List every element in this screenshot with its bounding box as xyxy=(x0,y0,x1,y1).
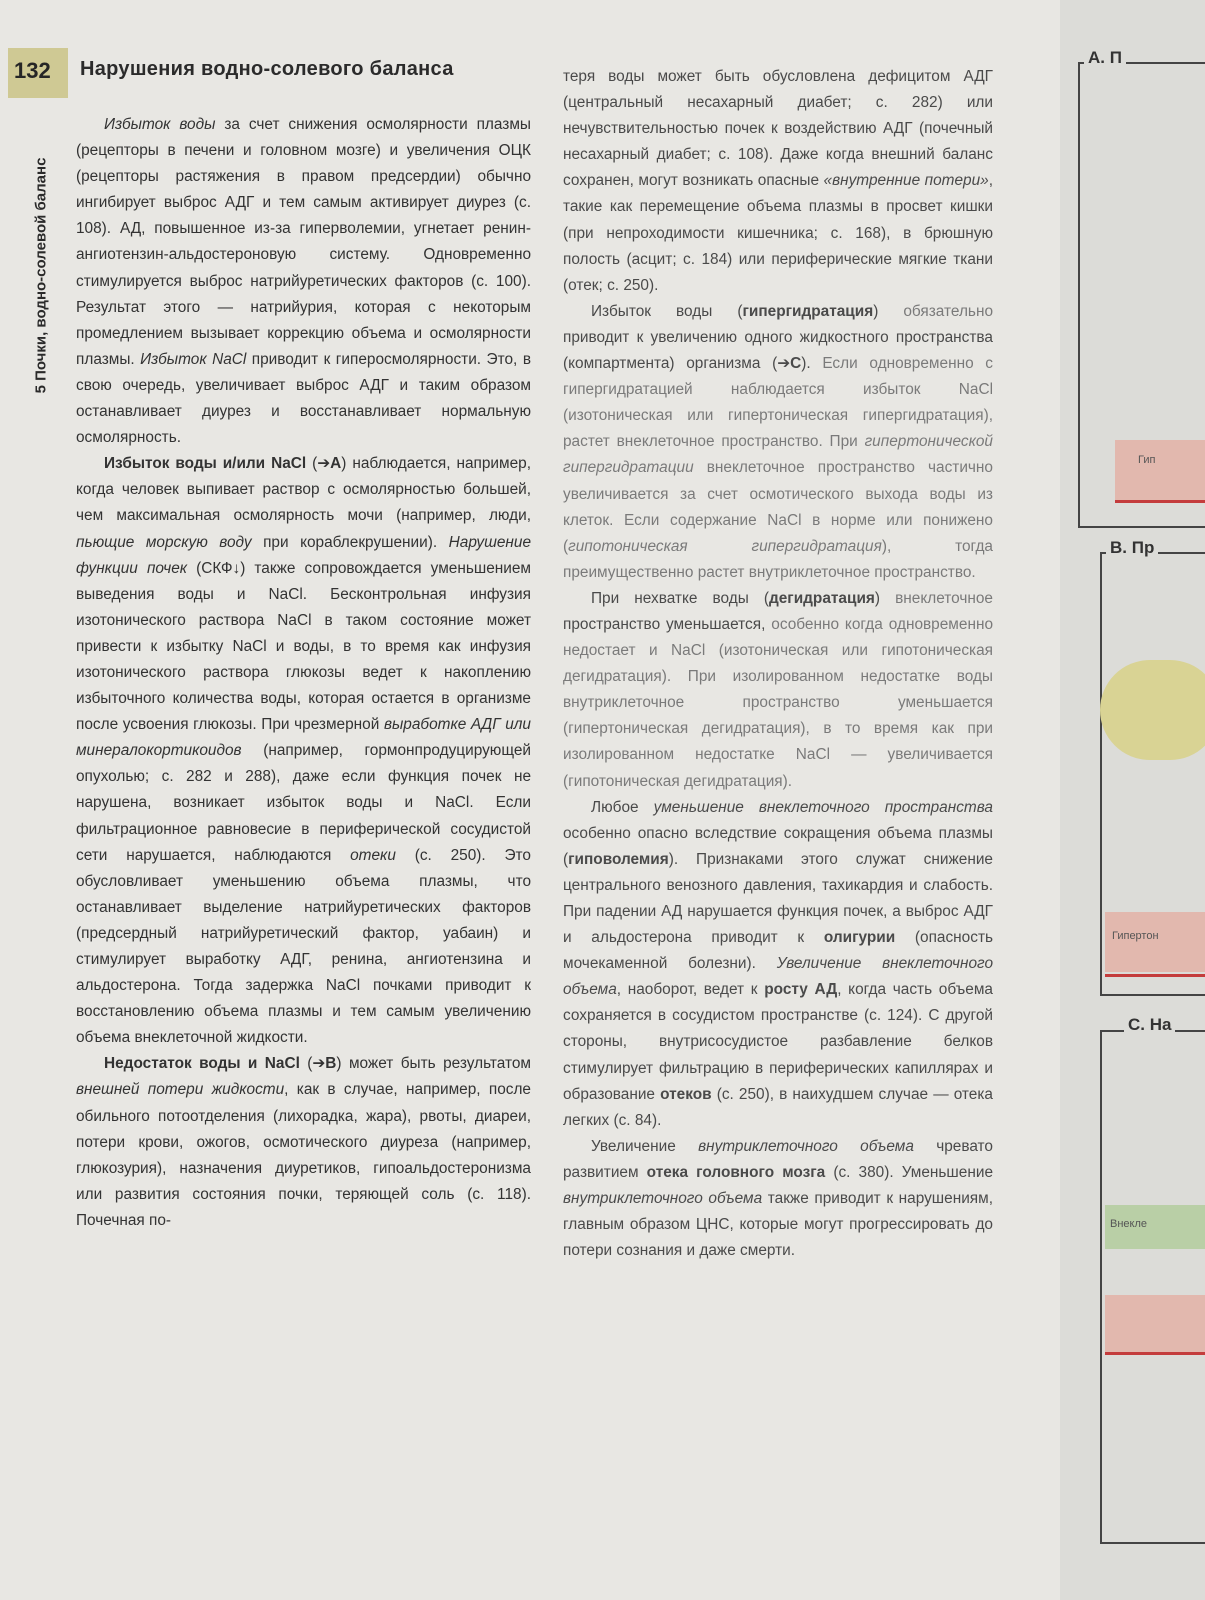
figure-line xyxy=(1105,974,1205,977)
page-number: 132 xyxy=(14,58,51,83)
figure-block xyxy=(1105,1295,1205,1353)
figure-tag: Внекле xyxy=(1110,1218,1148,1230)
paragraph: Недостаток воды и NaCl (➔B) может быть результатом внешней потери жидкости, как в случае, например, после обильного потоотделения (лихорадка, жара), рвоты, диареи, потери крови, ожогов, осмотического диуреза (например, глюкозурия), назначения диуретиков, гипоальдостеронизма или развития состояния почки, теряющей соль (с. 118). Почечная по- xyxy=(76,1055,531,1229)
paragraph: Избыток воды и/или NaCl (➔A) наблюдается, например, когда человек выпивает раствор с осмолярностью большей, чем максимальная осмолярность мочи (например, люди, пьющие морскую воду при кораблекрушении). Нарушение функции почек (СКФ↓) также сопровождается уменьшением выведения воды и NaCl. Бесконтрольная инфузия изотонического раствора NaCl в таком состояние может привести к избытку NaCl и воды, в то время как инфузия изотонического раствора глюкозы ведет к накоплению избыточного количества воды, которая остается в организме после усвоения глюкозы. При чрезмерной выработке АДГ или минералокортикоидов (например, гормонпродуцирующей опухолью; с. 282 и 288), даже если функция почек не нарушена, возникает избыток воды и NaCl. Если фильтрационное равновесие в периферической сосудистой сети нарушается, наблюдаются отеки (с. 250). Это обусловливает уменьшению объема плазмы, что останавливает выделение натрийуретических факторов (предсердный натрийуретический фактор, уабаин) и стимулирует выработку АДГ, ренина, ангиотензина и альдостерона. Тогда задержка NaCl почками приводит к восстановлению объема плазмы и тем самым увеличению объема внеклеточной жидкости. xyxy=(76,455,531,1047)
paragraph: Избыток воды за счет снижения осмолярности плазмы (рецепторы в печени и головном мозге) и увеличения ОЦК (рецепторы растяжения в правом предсердии) обычно ингибирует выброс АДГ и тем самым активирует диурез (с. 108). АД, повышенное из-за гиперволемии, угнетает ренин-ангиотензин-альдостероновую систему. Одновременно стимулируется выброс натрийуретических факторов (с. 100). Результат этого — натрийурия, которая с некоторым промедлением вызывает коррекцию объема и осмолярности плазмы. Избыток NaCl приводит к гиперосмолярности. Это, в свою очередь, увеличивает выброс АДГ и таким образом останавливает диурез и восстанавливает нормальную осмолярность. xyxy=(76,116,531,447)
figure-line xyxy=(1115,500,1205,503)
paragraph: Любое уменьшение внеклеточного пространства особенно опасно вследствие сокращения объема плазмы (гиповолемия). Признаками этого служат снижение центрального венозного давления, тахикардия и слабость. При падении АД нарушается функция почек, а выброс АДГ и альдостерона приводит к олигурии (опасность мочекаменной болезни). Увеличение внеклеточного объема, наоборот, ведет к росту АД, когда часть объема сохраняется в сосудистом пространстве (с. 124). С другой стороны, внутрисосудистое разбавление белков стимулирует фильтрацию в периферических капиллярах и образование отеков (с. 250), в наихудшем случае — отека легких (с. 84). xyxy=(563,798,994,1129)
paragraph: теря воды может быть обусловлена дефицитом АДГ (центральный несахарный диабет; с. 282) или нечувствительностью почек к воздействию АДГ (почечный несахарный диабет; с. 108). Даже когда внешний баланс сохранен, могут возникать опасные «внутренние потери», такие как перемещение объема плазмы в просвет кишки (при непроходимости кишечника; с. 168), в брюшную полость (асцит; с. 184) или периферические мягкие ткани (отек; с. 250). xyxy=(563,68,993,294)
figure-label-c: C. На xyxy=(1124,1015,1175,1035)
paragraph: Увеличение внутриклеточного объема чревато развитием отека головного мозга (с. 380). Уменьшение внутриклеточного объема также приводит к нарушениям, главным образом ЦНС, которые могут прогрессировать до потери сознания и даже смерти. xyxy=(563,1137,993,1260)
figure-strip xyxy=(1060,0,1205,1600)
figure-cell-shape xyxy=(1100,660,1205,760)
text-column-right xyxy=(563,64,993,1264)
figure-tag: Гип xyxy=(1138,454,1156,466)
paragraph: Избыток воды (гипергидратация) обязательно приводит к увеличению одного жидкостного пространства (компартмента) организма (➔C). Если одновременно с гипергидратацией наблюдается избыток NaCl (изотоническая или гипертоническая гипергидратация), растет внеклеточное пространство. При гипертонической гипергидратации внеклеточное пространство частично увеличивается за счет осмотического выхода воды из клеток. Если содержание NaCl в норме или понижено (гипотоническая гипергидратация), тогда преимущественно растет внутриклеточное пространство. xyxy=(563,302,994,581)
figure-block xyxy=(1105,912,1205,972)
page-title: Нарушения водно-солевого баланса xyxy=(80,58,454,80)
figure-tag: Гипертон xyxy=(1112,930,1159,942)
figure-label-b: B. Пр xyxy=(1106,538,1158,558)
chapter-side-tab xyxy=(14,110,68,440)
figure-block xyxy=(1115,440,1205,500)
figure-box-c xyxy=(1100,1030,1205,1544)
paragraph: При нехватке воды (дегидратация) внеклеточное пространство уменьшается, особенно когда одновременно недостает и NaCl (изотоническая или гипотоническая дегидратация). При изолированном недостатке воды внутриклеточное пространство уменьшается (гипертоническая дегидратация), в то время как при изолированном недостатке NaCl — увеличивается (гипотоническая дегидратация). xyxy=(563,589,994,790)
text-column-left xyxy=(76,112,531,1234)
figure-line xyxy=(1105,1352,1205,1355)
chapter-label: 5 Почки, водно-солевой баланс xyxy=(32,157,50,393)
figure-label-a: А. П xyxy=(1084,48,1126,68)
